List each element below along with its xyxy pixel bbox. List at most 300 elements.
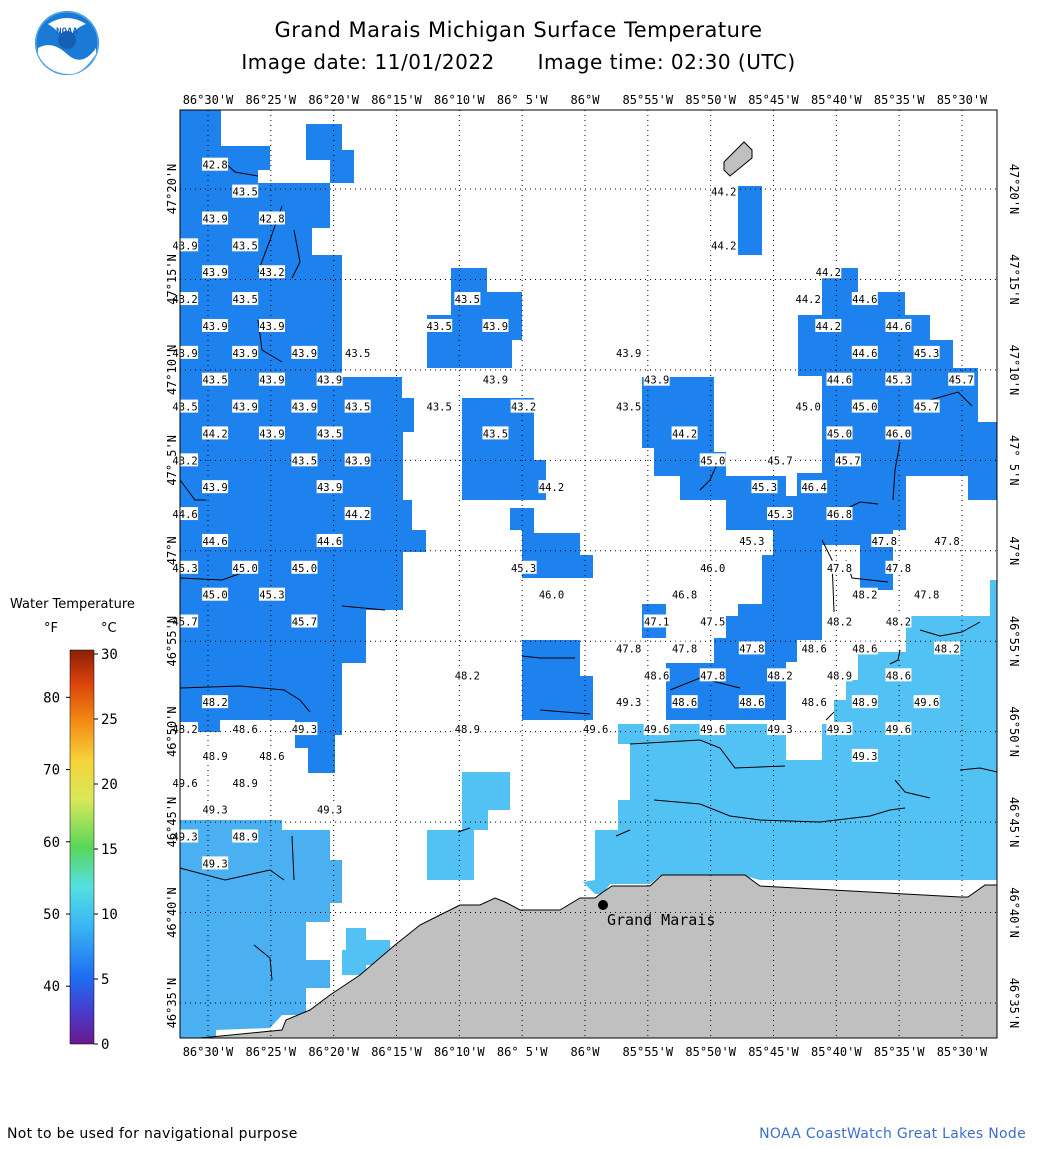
temperature-label xyxy=(700,453,726,467)
temperature-label xyxy=(700,722,726,736)
svg-text:45.7: 45.7 xyxy=(291,616,318,629)
temperature-label xyxy=(644,373,670,387)
svg-text:43.5: 43.5 xyxy=(172,401,198,414)
temperature-label xyxy=(852,400,878,414)
temperature-label xyxy=(202,480,228,494)
temperature-label xyxy=(172,776,198,790)
disclaimer-text: Not to be used for navigational purpose xyxy=(7,1126,298,1142)
svg-text:43.9: 43.9 xyxy=(644,374,670,387)
temperature-label xyxy=(291,615,317,629)
svg-text:43.5: 43.5 xyxy=(345,347,371,360)
svg-text:45.0: 45.0 xyxy=(202,589,228,602)
color-scale-legend xyxy=(0,640,140,1060)
svg-text:43.9: 43.9 xyxy=(291,347,318,360)
temperature-label xyxy=(948,373,974,387)
svg-text:45.0: 45.0 xyxy=(700,455,726,468)
temperature-label xyxy=(259,749,285,763)
svg-text:45.7: 45.7 xyxy=(767,455,793,468)
svg-text:43.5: 43.5 xyxy=(202,374,228,387)
latitude-label: 46°35'N xyxy=(165,977,179,1029)
svg-text:49.3: 49.3 xyxy=(316,804,343,817)
svg-text:44.6: 44.6 xyxy=(316,535,343,548)
temperature-label xyxy=(739,695,765,709)
temperature-label xyxy=(700,561,726,575)
temperature-label xyxy=(454,292,480,306)
longitude-label: 86°15'W xyxy=(371,93,422,107)
svg-text:43.9: 43.9 xyxy=(345,455,371,468)
svg-text:49.6: 49.6 xyxy=(913,697,940,710)
latitude-label: 46°50'N xyxy=(165,706,179,757)
temperature-label xyxy=(700,668,726,682)
latitude-label: 47°15'N xyxy=(165,254,179,305)
latitude-label: 47°20'N xyxy=(1007,163,1021,215)
temperature-label xyxy=(616,641,642,655)
temperature-label xyxy=(291,453,317,467)
temperature-label xyxy=(767,507,793,521)
legend-title: Water Temperature xyxy=(10,597,135,612)
svg-text:43.5: 43.5 xyxy=(454,294,481,307)
svg-text:42.8: 42.8 xyxy=(259,213,285,226)
temperature-label xyxy=(232,185,258,199)
temperature-label xyxy=(826,373,852,387)
svg-text:49.6: 49.6 xyxy=(583,724,609,737)
latitude-label: 47°10'N xyxy=(165,344,179,396)
temperature-label xyxy=(482,373,508,387)
temperature-label xyxy=(767,722,793,736)
svg-text:43.9: 43.9 xyxy=(482,374,509,387)
svg-text:43.9: 43.9 xyxy=(616,347,642,360)
svg-text:43.5: 43.5 xyxy=(232,294,258,307)
map-title: Grand Marais Michigan Surface Temperature xyxy=(274,18,763,42)
svg-text:45.0: 45.0 xyxy=(852,401,878,414)
latitude-label: 46°45'N xyxy=(1007,796,1021,848)
temperature-label xyxy=(259,265,285,279)
temperature-label xyxy=(426,319,452,333)
svg-text:43.5: 43.5 xyxy=(316,428,343,441)
svg-text:43.5: 43.5 xyxy=(426,320,452,333)
longitude-label: 86°W xyxy=(570,1045,600,1059)
temperature-label xyxy=(852,749,878,763)
temperature-label xyxy=(700,615,726,629)
temperature-label xyxy=(835,453,861,467)
svg-text:49.6: 49.6 xyxy=(172,777,198,790)
temperature-label xyxy=(672,695,698,709)
latitude-label: 46°50'N xyxy=(1007,706,1021,757)
svg-text:48.2: 48.2 xyxy=(852,589,878,602)
svg-text:49.6: 49.6 xyxy=(885,724,912,737)
svg-text:48.6: 48.6 xyxy=(801,643,827,656)
svg-text:43.5: 43.5 xyxy=(232,186,258,199)
temperature-label xyxy=(767,668,793,682)
svg-text:48.6: 48.6 xyxy=(885,670,912,683)
temperature-label xyxy=(232,346,258,360)
svg-text:48.6: 48.6 xyxy=(852,643,878,656)
latitude-label: 47°N xyxy=(165,536,179,566)
svg-text:49.6: 49.6 xyxy=(700,724,726,737)
temperature-label xyxy=(795,292,821,306)
temperature-label xyxy=(644,722,670,736)
temperature-label xyxy=(914,695,940,709)
svg-text:45.7: 45.7 xyxy=(948,374,974,387)
temperature-label xyxy=(711,238,737,252)
svg-text:44.2: 44.2 xyxy=(711,186,737,199)
longitude-label: 85°55'W xyxy=(622,93,674,107)
legend-unit-f: °F xyxy=(44,621,58,636)
longitude-label: 86°10'W xyxy=(434,93,485,107)
temperature-label xyxy=(826,426,852,440)
temperature-label xyxy=(852,292,878,306)
legend-f-label: 80 xyxy=(43,690,60,707)
svg-text:44.2: 44.2 xyxy=(538,482,565,495)
svg-text:48.9: 48.9 xyxy=(852,697,878,710)
svg-text:43.9: 43.9 xyxy=(232,347,258,360)
temperature-label xyxy=(202,158,228,172)
svg-text:44.2: 44.2 xyxy=(795,294,821,307)
svg-text:44.2: 44.2 xyxy=(671,428,698,441)
svg-text:46.0: 46.0 xyxy=(538,589,565,602)
temperature-label xyxy=(232,776,258,790)
svg-text:48.2: 48.2 xyxy=(885,616,912,629)
temperature-label xyxy=(826,668,852,682)
svg-text:43.9: 43.9 xyxy=(482,320,509,333)
legend-f-label: 40 xyxy=(43,979,60,996)
temperature-label xyxy=(317,803,343,817)
longitude-label: 85°40'W xyxy=(811,1045,862,1059)
temperature-label xyxy=(172,238,198,252)
temperature-label xyxy=(202,265,228,279)
svg-text:43.5: 43.5 xyxy=(345,401,371,414)
image-date: Image date: 11/01/2022 xyxy=(241,50,495,74)
svg-text:43.2: 43.2 xyxy=(510,401,537,414)
svg-text:47.8: 47.8 xyxy=(616,643,642,656)
temperature-label xyxy=(482,319,508,333)
temperature-label xyxy=(751,480,777,494)
latitude-label: 46°55'N xyxy=(1007,615,1021,667)
legend-f-label: 60 xyxy=(43,834,60,851)
temperature-label xyxy=(801,641,827,655)
temperature-label xyxy=(172,400,198,414)
svg-text:47.1: 47.1 xyxy=(644,616,670,629)
longitude-label: 85°45'W xyxy=(748,93,799,107)
temperature-label xyxy=(826,722,852,736)
latitude-label: 46°40'N xyxy=(1007,887,1021,938)
longitude-label: 86°30'W xyxy=(182,1045,234,1059)
temperature-label xyxy=(259,319,285,333)
svg-text:48.9: 48.9 xyxy=(232,777,258,790)
svg-text:44.6: 44.6 xyxy=(172,509,198,522)
svg-text:43.5: 43.5 xyxy=(232,240,258,253)
svg-text:44.2: 44.2 xyxy=(345,509,371,522)
temperature-label xyxy=(259,588,285,602)
temperature-label xyxy=(202,856,228,870)
svg-text:46.0: 46.0 xyxy=(700,562,726,575)
svg-text:45.3: 45.3 xyxy=(172,562,198,575)
longitude-label: 86°15'W xyxy=(371,1045,422,1059)
temperature-label xyxy=(583,722,609,736)
temperature-label xyxy=(259,373,285,387)
temperature-label xyxy=(539,480,565,494)
svg-text:43.9: 43.9 xyxy=(172,347,198,360)
svg-text:43.9: 43.9 xyxy=(259,374,285,387)
svg-text:48.6: 48.6 xyxy=(671,697,698,710)
svg-text:43.5: 43.5 xyxy=(482,428,509,441)
svg-text:42.8: 42.8 xyxy=(202,159,228,172)
temperature-label xyxy=(739,534,765,548)
temperature-label xyxy=(672,426,698,440)
svg-text:45.0: 45.0 xyxy=(795,401,821,414)
temperature-label xyxy=(885,722,911,736)
svg-text:48.2: 48.2 xyxy=(454,670,481,683)
svg-text:46.8: 46.8 xyxy=(826,509,853,522)
temperature-label xyxy=(826,615,852,629)
image-time: Image time: 02:30 (UTC) xyxy=(537,50,796,74)
svg-text:46.4: 46.4 xyxy=(801,482,827,495)
svg-text:43.2: 43.2 xyxy=(172,294,198,307)
temperature-label xyxy=(672,641,698,655)
svg-text:47.8: 47.8 xyxy=(700,670,726,683)
svg-text:48.2: 48.2 xyxy=(202,697,228,710)
longitude-label: 85°55'W xyxy=(622,1045,674,1059)
temperature-label xyxy=(616,695,642,709)
svg-text:49.3: 49.3 xyxy=(826,724,853,737)
svg-text:43.9: 43.9 xyxy=(202,320,228,333)
longitude-label: 85°50'W xyxy=(685,93,736,107)
svg-text:48.6: 48.6 xyxy=(801,697,827,710)
temperature-label xyxy=(767,453,793,467)
svg-text:47.5: 47.5 xyxy=(700,616,726,629)
longitude-label: 86° 5'W xyxy=(496,1045,548,1059)
temperature-label xyxy=(885,373,911,387)
svg-text:44.6: 44.6 xyxy=(826,374,853,387)
svg-text:49.3: 49.3 xyxy=(291,724,318,737)
legend-c-label: 0 xyxy=(101,1037,110,1053)
longitude-label: 86°20'W xyxy=(308,93,359,107)
temperature-label xyxy=(454,668,480,682)
temperature-label xyxy=(345,400,371,414)
temperature-label xyxy=(202,588,228,602)
svg-text:43.9: 43.9 xyxy=(316,482,343,495)
temperature-label xyxy=(871,534,897,548)
longitude-label: 86°25'W xyxy=(245,1045,297,1059)
svg-text:43.9: 43.9 xyxy=(172,240,198,253)
latitude-label: 47° 5'N xyxy=(1007,435,1021,486)
temperature-label xyxy=(202,534,228,548)
svg-text:48.6: 48.6 xyxy=(232,724,258,737)
svg-text:46.0: 46.0 xyxy=(885,428,912,441)
temperature-label xyxy=(259,426,285,440)
temperature-label xyxy=(202,749,228,763)
temperature-label xyxy=(852,641,878,655)
latitude-label: 46°35'N xyxy=(1007,977,1021,1029)
temperature-label xyxy=(739,641,765,655)
longitude-label: 85°40'W xyxy=(811,93,862,107)
svg-text:43.9: 43.9 xyxy=(259,320,285,333)
svg-text:45.0: 45.0 xyxy=(826,428,853,441)
svg-text:45.0: 45.0 xyxy=(232,562,258,575)
svg-text:47.8: 47.8 xyxy=(885,562,912,575)
island xyxy=(724,142,752,176)
svg-text:48.9: 48.9 xyxy=(232,831,258,844)
legend-unit-c: °C xyxy=(101,621,117,636)
temperature-label xyxy=(815,265,841,279)
longitude-label: 86°25'W xyxy=(245,93,297,107)
temperature-label xyxy=(317,373,343,387)
svg-text:44.2: 44.2 xyxy=(815,267,841,280)
latitude-label: 47°20'N xyxy=(165,163,179,215)
temperature-label xyxy=(317,480,343,494)
grand-marais-label: Grand Marais xyxy=(607,911,716,929)
temperature-label xyxy=(672,588,698,602)
svg-text:48.6: 48.6 xyxy=(259,750,285,763)
svg-text:43.9: 43.9 xyxy=(232,401,258,414)
temperature-label xyxy=(202,803,228,817)
temperature-label xyxy=(815,319,841,333)
temperature-label xyxy=(232,400,258,414)
temperature-label xyxy=(291,722,317,736)
svg-text:48.2: 48.2 xyxy=(826,616,853,629)
temperature-label xyxy=(539,588,565,602)
temperature-label xyxy=(801,695,827,709)
temperature-label xyxy=(232,830,258,844)
temperature-label xyxy=(426,400,452,414)
svg-text:43.9: 43.9 xyxy=(202,267,228,280)
svg-text:43.2: 43.2 xyxy=(259,267,285,280)
legend-f-label: 70 xyxy=(43,762,60,779)
svg-text:45.3: 45.3 xyxy=(885,374,912,387)
svg-text:48.2: 48.2 xyxy=(767,670,793,683)
legend-c-label: 25 xyxy=(101,712,118,728)
temperature-label xyxy=(345,507,371,521)
svg-text:45.3: 45.3 xyxy=(510,562,537,575)
svg-text:44.6: 44.6 xyxy=(852,347,878,360)
temperature-label xyxy=(291,346,317,360)
temperature-label xyxy=(317,534,343,548)
temperature-label xyxy=(826,561,852,575)
legend-c-label: 5 xyxy=(101,972,110,988)
svg-text:45.3: 45.3 xyxy=(767,509,793,522)
longitude-label: 85°45'W xyxy=(748,1045,799,1059)
temperature-label xyxy=(616,400,642,414)
temperature-label xyxy=(795,400,821,414)
svg-text:43.2: 43.2 xyxy=(172,455,198,468)
temperature-label xyxy=(914,346,940,360)
svg-text:43.9: 43.9 xyxy=(202,482,228,495)
svg-text:47.8: 47.8 xyxy=(913,589,940,602)
legend-c-label: 30 xyxy=(101,647,118,663)
temperature-label xyxy=(934,641,960,655)
svg-text:47.8: 47.8 xyxy=(826,562,853,575)
temperature-label xyxy=(801,480,827,494)
longitude-label: 85°30'W xyxy=(936,1045,988,1059)
svg-text:45.3: 45.3 xyxy=(739,535,765,548)
longitude-label: 86°30'W xyxy=(182,93,234,107)
temperature-label xyxy=(826,507,852,521)
svg-text:45.7: 45.7 xyxy=(172,616,198,629)
temperature-label xyxy=(852,346,878,360)
temperature-label xyxy=(885,615,911,629)
temperature-label xyxy=(232,722,258,736)
svg-text:47.8: 47.8 xyxy=(934,535,960,548)
temperature-label xyxy=(202,695,228,709)
latitude-label: 47° 5'N xyxy=(165,435,179,486)
svg-text:45.7: 45.7 xyxy=(835,455,861,468)
temperature-label xyxy=(934,534,960,548)
legend-c-label: 10 xyxy=(101,907,118,923)
svg-text:49.3: 49.3 xyxy=(616,697,642,710)
temperature-label xyxy=(511,561,537,575)
temperature-label xyxy=(852,588,878,602)
temperature-label xyxy=(914,400,940,414)
temperature-label xyxy=(202,212,228,226)
svg-text:49.3: 49.3 xyxy=(852,750,878,763)
longitude-label: 86°20'W xyxy=(308,1045,359,1059)
svg-text:49.6: 49.6 xyxy=(644,724,670,737)
svg-text:47.8: 47.8 xyxy=(671,643,698,656)
temperature-label xyxy=(885,561,911,575)
longitude-label: 86°10'W xyxy=(434,1045,485,1059)
temperature-label xyxy=(454,722,480,736)
latitude-label: 46°40'N xyxy=(165,887,179,938)
latitude-label: 47°15'N xyxy=(1007,254,1021,305)
svg-text:43.9: 43.9 xyxy=(259,428,285,441)
svg-text:49.3: 49.3 xyxy=(767,724,793,737)
temperature-label xyxy=(291,400,317,414)
svg-text:44.2: 44.2 xyxy=(202,428,228,441)
svg-text:48.6: 48.6 xyxy=(739,697,765,710)
noaa-logo-text: NOAA xyxy=(56,27,78,37)
legend-c-label: 20 xyxy=(101,777,118,793)
temperature-label xyxy=(317,426,343,440)
temperature-label xyxy=(644,668,670,682)
temperature-label xyxy=(345,453,371,467)
temperature-label xyxy=(885,668,911,682)
temperature-label xyxy=(885,426,911,440)
temperature-label xyxy=(202,373,228,387)
temperature-label xyxy=(232,292,258,306)
latitude-label: 47°10'N xyxy=(1007,344,1021,396)
svg-text:48.2: 48.2 xyxy=(934,643,960,656)
svg-text:43.5: 43.5 xyxy=(426,401,452,414)
legend-f-label: 50 xyxy=(43,907,60,923)
svg-text:44.2: 44.2 xyxy=(815,320,841,333)
temperature-label xyxy=(291,561,317,575)
svg-text:43.9: 43.9 xyxy=(291,401,318,414)
temperature-label xyxy=(172,507,198,521)
temperature-label xyxy=(511,400,537,414)
temperature-label xyxy=(232,561,258,575)
svg-text:44.6: 44.6 xyxy=(885,320,912,333)
svg-text:48.9: 48.9 xyxy=(826,670,853,683)
temperature-label xyxy=(482,426,508,440)
temperature-label xyxy=(202,319,228,333)
temperature-label xyxy=(345,346,371,360)
longitude-label: 86° 5'W xyxy=(496,93,548,107)
svg-text:44.6: 44.6 xyxy=(202,535,228,548)
longitude-label: 85°35'W xyxy=(873,1045,925,1059)
svg-text:45.3: 45.3 xyxy=(259,589,285,602)
latitude-label: 46°45'N xyxy=(165,796,179,848)
svg-text:46.8: 46.8 xyxy=(671,589,698,602)
color-ramp xyxy=(70,650,94,1044)
longitude-label: 85°35'W xyxy=(873,93,925,107)
svg-text:49.3: 49.3 xyxy=(202,858,228,871)
svg-text:48.6: 48.6 xyxy=(644,670,670,683)
temperature-label xyxy=(644,615,670,629)
svg-text:48.9: 48.9 xyxy=(454,724,481,737)
longitude-label: 85°30'W xyxy=(936,93,988,107)
legend-c-label: 15 xyxy=(101,842,118,858)
temperature-label xyxy=(202,426,228,440)
